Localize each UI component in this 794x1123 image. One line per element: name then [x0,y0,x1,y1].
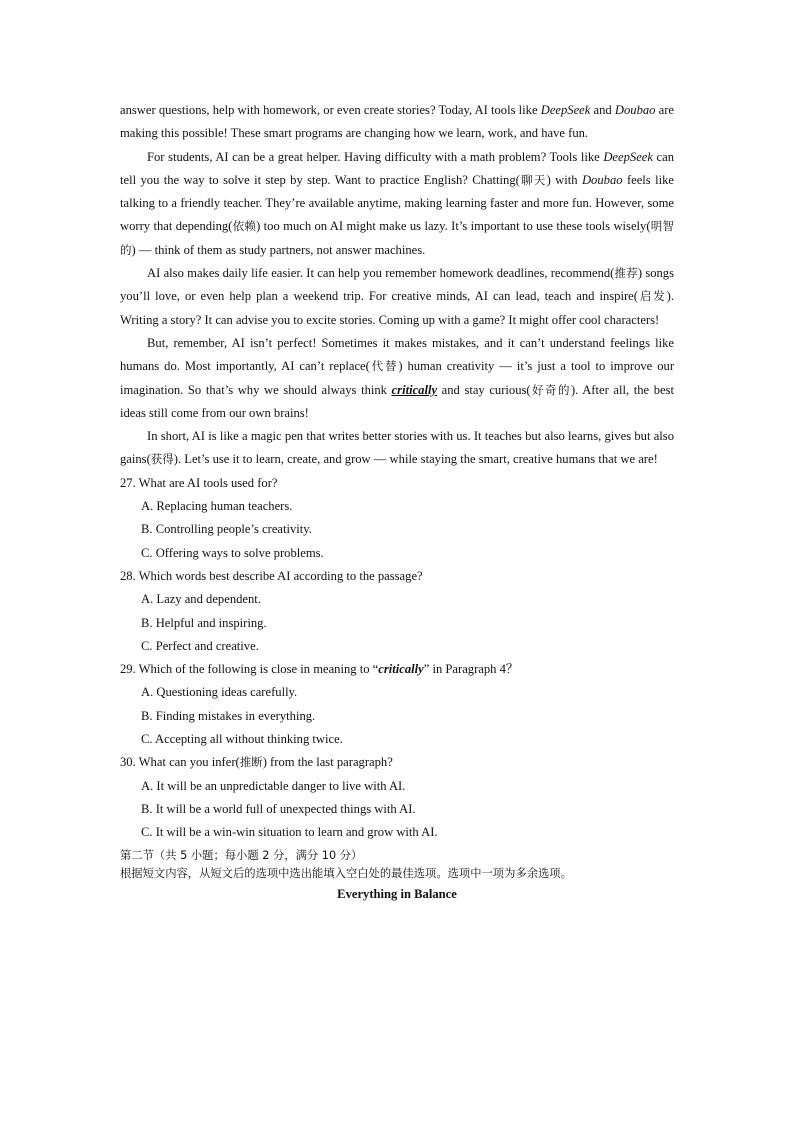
option-c[interactable]: C. Offering ways to solve problems. [141,545,324,560]
doubao-term: Doubao [614,103,656,117]
passage-paragraph-4 [120,332,674,425]
chinese-gloss: 推荐 [614,266,638,281]
question-28 [120,565,674,658]
option-b[interactable]: B. Finding mistakes in everything. [141,708,316,723]
passage-paragraph-3 [120,262,674,332]
chinese-gloss: 好奇的 [530,382,571,397]
option-b[interactable]: B. It will be a world full of unexpected things with AI. [141,801,416,816]
text-run: ). Let’s use it to learn, create, and grow — while staying the smart, creative humans that we are! [173,452,658,467]
text-run: ” in Paragraph 4？ [423,662,519,677]
option-b[interactable]: B. Helpful and inspiring. [141,615,267,630]
text-run: But, remember, AI isn’t perfect! Sometimes it makes mistakes, and it can’t understand feelings like humans do. Most importantly, AI can’t replace( [120,335,674,374]
text-run: ). After all, the best ideas still come from our own brains! [120,382,675,420]
text-run: ) too much on AI might make us lazy. It’s important to use these tools wisely( [256,219,651,234]
text-run: answer questions, help with homework, or even create stories? Today, AI tools like [120,103,541,117]
text-run: AI also makes daily life easier. It can help you remember homework deadlines, recommend( [147,266,615,281]
text-run: ) songs you’ll love, or even help plan a weekend trip. For creative minds, AI can lead, teach and inspire( [120,266,675,304]
question-29 [120,658,674,751]
option-c[interactable]: C. Accepting all without thinking twice. [141,732,343,747]
text-run: ) human creativity — it’s just a tool to improve our imagination. So that’s why we should always think [120,359,675,397]
question-27 [120,472,674,565]
question-stem: 27. What are AI tools used for? [120,475,278,490]
chinese-gloss: 代替 [369,359,399,374]
page-content [120,99,674,905]
text-run: ) from the last paragraph? [262,755,393,770]
option-a[interactable]: A. Lazy and dependent. [141,592,261,607]
option-a[interactable]: A. It will be an unpredictable danger to live with AI. [141,778,406,793]
doubao-term: Doubao [581,172,623,187]
chinese-gloss: 明智的 [120,219,674,257]
question-stem [120,658,674,681]
critically-keyword: critically [391,382,438,397]
passage-paragraph-2 [120,146,674,262]
chinese-gloss: 获得 [150,452,174,467]
text-run: ). Writing a story? It can advise you to excite stories. Coming up with a game? It might offer cool characters! [120,289,674,327]
question-stem [120,751,674,774]
text-run: feels like talking to a friendly teacher. They’re available anytime, making learning faster and more fun. However, some worry that depending( [120,172,674,234]
text-run: are making this possible! These smart programs are changing how we learn, work, and have fun. [120,103,675,141]
text-run: 30. What can you infer( [120,755,240,770]
text-run: ) — think of them as study partners, not answer machines. [131,242,426,257]
chinese-gloss: 启发 [637,289,667,304]
question-stem: 28. Which words best describe AI according to the passage? [120,568,423,583]
passage-paragraph-1 [120,99,674,146]
passage-title: Everything in Balance [337,886,457,901]
text-run: can tell you the way to solve it step by step. Want to practice English? Chatting( [120,149,674,187]
section-header: 第二节（共 5 小题；每小题 2 分，满分 10 分） [120,848,363,862]
chinese-gloss: 依赖 [232,219,257,234]
section-instruction: 根据短文内容，从短文后的选项中选出能填入空白处的最佳选项。选项中一项为多余选项。 [120,866,572,880]
option-a[interactable]: A. Questioning ideas carefully. [141,685,298,700]
text-run: For students, AI can be a great helper. Having difficulty with a math problem? Tools like [147,149,604,164]
text-run: 29. Which of the following is close in meaning to “ [120,662,379,677]
text-run: In short, AI is like a magic pen that writes better stories with us. It teaches but also learns, gives but also gains( [120,429,674,467]
deepseek-term: DeepSeek [603,149,653,164]
question-30 [120,751,674,844]
text-run: and [590,103,615,117]
chinese-gloss: 聊天 [519,172,547,187]
passage-paragraph-5 [120,425,674,472]
option-c[interactable]: C. Perfect and creative. [141,638,259,653]
deepseek-term: DeepSeek [540,103,591,117]
critically-keyword: critically [378,662,424,677]
option-a[interactable]: A. Replacing human teachers. [141,499,293,514]
option-c[interactable]: C. It will be a win-win situation to learn and grow with AI. [141,825,438,840]
text-run: and stay curious( [437,382,531,397]
chinese-gloss: 推断 [239,755,263,770]
option-b[interactable]: B. Controlling people’s creativity. [141,522,312,537]
text-run: ) with [546,172,582,187]
